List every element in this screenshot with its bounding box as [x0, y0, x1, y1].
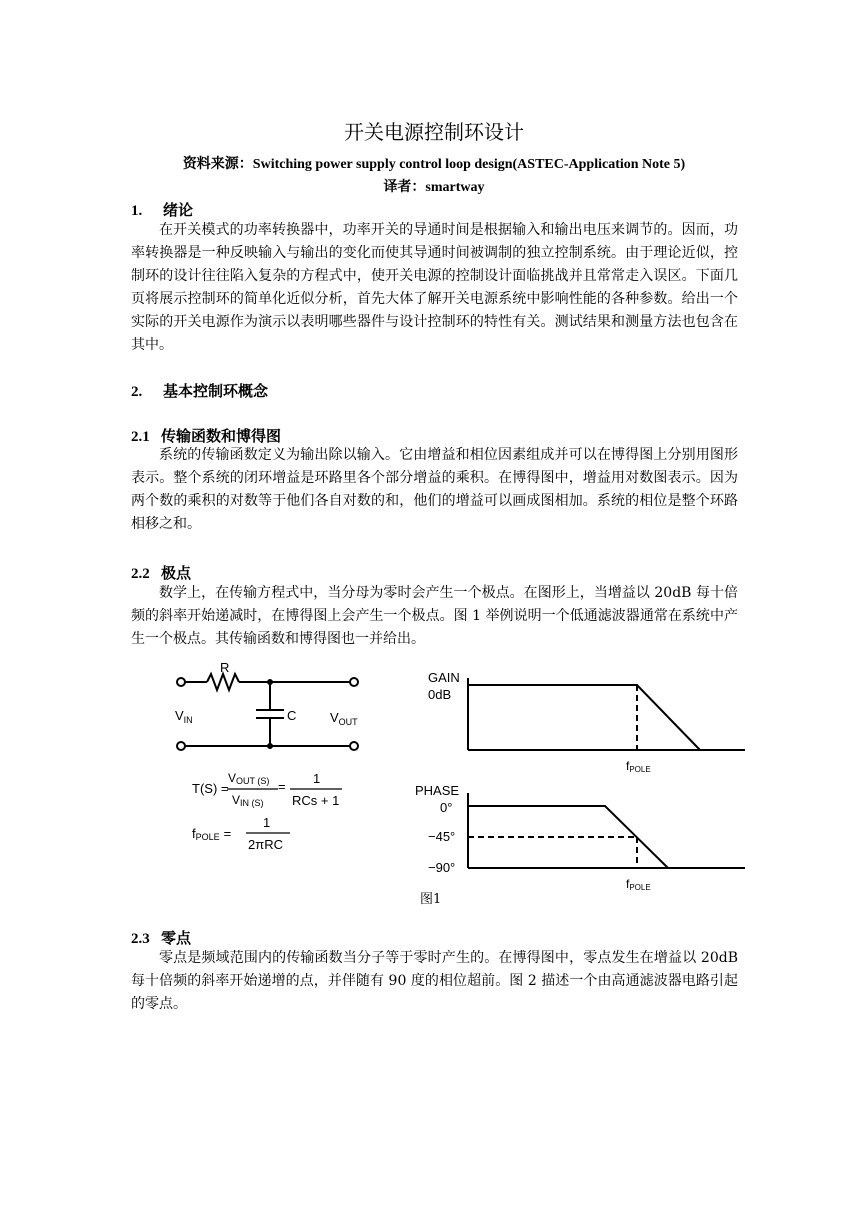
input-terminal-bottom — [177, 742, 185, 750]
phase-plot — [468, 793, 745, 868]
output-terminal-top — [350, 678, 358, 686]
page-title: 开关电源控制环设计 — [344, 120, 524, 144]
gain-curve — [468, 685, 700, 750]
vin-label: $V_{IN}$ — [175, 708, 193, 725]
output-terminal-bottom — [350, 742, 358, 750]
section-2-1-paragraph: 系统的传输函数定义为输出除以输入。它由增益和相位因素组成并可以在博得图上分别用图形表示。整个系统的闭环增益是环路里各个部分增益的乘积。在博得图中，增益用对数图表示。因为两个数的乘积的对数等于他们各自对数的和，他们的增益可以画成图相加。系统的相位是整个环路相移之和。 — [131, 447, 738, 532]
phase-fpole-label: fPOLE — [626, 877, 651, 892]
section-1-paragraph: 在开关模式的功率转换器中，功率开关的导通时间是根据输入和输出电压来调节的。因而，功率转换器是一种反映输入与输出的变化而使其导通时间被调制的独立控制系统。由于理论近似，控制环的设计往往陷入复杂的方程式中，使开关电源的控制设计面临挑战并且常常走入误区。下面几页将展示控制环的简单化近似分析，首先大体了解开关电源系统中影响性能的各种参数。给出一个实际的开关电源作为演示以表明哪些器件与设计控制环的特性有关。测试结果和测量方法也包含在其中。 — [131, 222, 738, 353]
section-2-2-number: 2.2 — [131, 566, 150, 582]
gain-plot — [468, 678, 745, 750]
gain-fpole-label: fPOLE — [626, 759, 651, 774]
gain-0db-label: 0dB — [428, 687, 452, 702]
section-2-number: 2. — [131, 384, 143, 400]
rcs-denominator: RCs + 1 — [292, 793, 340, 808]
resistor-symbol — [207, 674, 239, 690]
section-2-2-title: 极点 — [161, 564, 192, 582]
section-1-title: 绪论 — [163, 201, 194, 219]
equals-sign: = — [278, 779, 286, 794]
fpole-denominator: 2πRC — [248, 837, 283, 852]
section-2-3-heading — [131, 927, 191, 948]
ts-label: T(S) = — [192, 781, 229, 796]
section-2-1-heading — [131, 425, 281, 446]
section-2-2-paragraph: 数学上，在传输方程式中，当分母为零时会产生一个极点。在图形上，当增益以 20dB 每十倍频的斜率开始递减时，在博得图上会产生一个极点。图 1 举例说明一个低通滤波器通常在系统中产生一个极点。其传输函数和博得图也一并给出。 — [131, 585, 738, 647]
section-2-3-number: 2.3 — [131, 931, 150, 947]
figure-1 — [160, 660, 750, 915]
section-2-3-paragraph: 零点是频域范围内的传输函数当分子等于零时产生的。在博得图中，零点发生在增益以 20dB 每十倍频的斜率开始递增的点，并伴随有 90 度的相位超前。图 2 描述一个由高通滤波器电路引起的零点。 — [131, 950, 738, 1012]
fpole-numerator: 1 — [263, 815, 271, 830]
section-2-heading — [131, 380, 268, 401]
input-terminal-top — [177, 678, 185, 686]
section-2-2-heading — [131, 562, 191, 583]
phase-45-tick: −45° — [428, 829, 456, 844]
section-2-1-title: 传输函数和博得图 — [161, 427, 282, 445]
vout-s-term: VOUT (S) — [228, 771, 270, 786]
phase-0-tick: 0° — [440, 800, 453, 815]
section-2-title: 基本控制环概念 — [163, 382, 269, 400]
section-1-heading — [131, 199, 193, 220]
figure-1-caption: 图1 — [420, 892, 442, 907]
phase-90-tick: −90° — [428, 860, 456, 875]
numerator-one: 1 — [313, 771, 321, 786]
translator-line: 译者：smartway — [383, 180, 485, 195]
source-line: 资料来源：Switching power supply control loop design(ASTEC-Application Note 5) — [182, 157, 686, 172]
vout-label: $V_{OUT}$ — [330, 710, 358, 727]
section-2-1-number: 2.1 — [131, 429, 150, 445]
junction-dot-bottom — [267, 743, 273, 749]
section-1-number: 1. — [131, 203, 143, 219]
section-2-3-title: 零点 — [161, 929, 192, 947]
phase-label: PHASE — [415, 783, 460, 798]
vin-s-term: VIN (S) — [232, 793, 264, 808]
gain-label: GAIN — [428, 670, 460, 685]
junction-dot-top — [267, 679, 273, 685]
capacitor-label: C — [287, 708, 297, 723]
fpole-label: fPOLE = — [192, 826, 232, 842]
figure-1-drawing — [160, 660, 750, 915]
resistor-label: R — [220, 660, 230, 675]
